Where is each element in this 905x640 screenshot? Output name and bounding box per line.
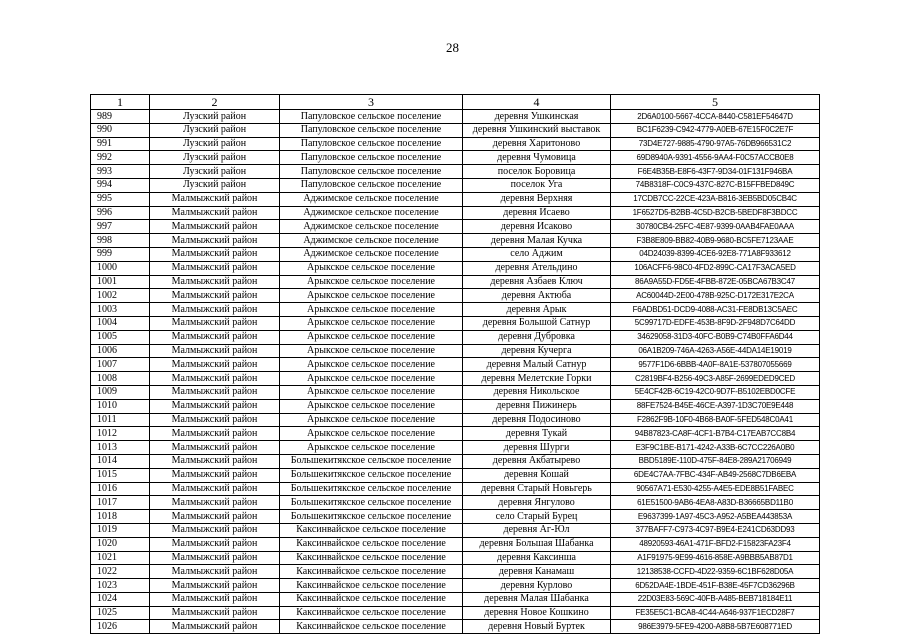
table-row xyxy=(91,537,820,551)
row-number-cell: 1002 xyxy=(91,289,150,303)
table-row xyxy=(91,344,820,358)
row-number-cell: 989 xyxy=(91,110,150,124)
guid-cell: A1F91975-9E99-4616-858E-A9BBB5AB87D1 xyxy=(611,551,820,565)
district-cell: Малмыжский район xyxy=(150,482,280,496)
settlement-cell: Каксинвайское сельское поселение xyxy=(280,606,463,620)
guid-cell: FE35E5C1-BCA8-4C44-A646-937F1ECD28F7 xyxy=(611,606,820,620)
row-number-cell: 991 xyxy=(91,137,150,151)
settlement-registry-table xyxy=(90,94,820,634)
header-cell: 2 xyxy=(150,95,280,110)
row-number-cell: 1018 xyxy=(91,510,150,524)
district-cell: Малмыжский район xyxy=(150,468,280,482)
settlement-cell: Каксинвайское сельское поселение xyxy=(280,565,463,579)
guid-cell: 69D8940A-9391-4556-9AA4-F0C57ACCB0E8 xyxy=(611,151,820,165)
table-row xyxy=(91,330,820,344)
district-cell: Малмыжский район xyxy=(150,537,280,551)
table-row xyxy=(91,427,820,441)
guid-cell: 48920593-46A1-471F-BFD2-F15823FA23F4 xyxy=(611,537,820,551)
guid-cell: 1F6527D5-B2BB-4C5D-B2CB-5BEDF8F3BDCC xyxy=(611,206,820,220)
guid-cell: 2D6A0100-5667-4CCA-8440-C581EF54647D xyxy=(611,110,820,124)
row-number-cell: 990 xyxy=(91,123,150,137)
row-number-cell: 997 xyxy=(91,220,150,234)
district-cell: Малмыжский район xyxy=(150,454,280,468)
settlement-cell: Аджимское сельское поселение xyxy=(280,247,463,261)
district-cell: Малмыжский район xyxy=(150,192,280,206)
guid-cell: 74B8318F-C0C9-437C-827C-B15FFBED849C xyxy=(611,178,820,192)
table-row xyxy=(91,247,820,261)
locality-cell: деревня Кошай xyxy=(463,468,611,482)
locality-cell: деревня Аг-Юл xyxy=(463,523,611,537)
guid-cell: 86A9A55D-FD5E-4FBB-872E-05BCA67B3C47 xyxy=(611,275,820,289)
settlement-cell: Большекитякское сельское поселение xyxy=(280,468,463,482)
table-row xyxy=(91,482,820,496)
locality-cell: деревня Большая Шабанка xyxy=(463,537,611,551)
row-number-cell: 1001 xyxy=(91,275,150,289)
locality-cell: деревня Никольское xyxy=(463,385,611,399)
table-row xyxy=(91,220,820,234)
district-cell: Малмыжский район xyxy=(150,330,280,344)
locality-cell: деревня Курлово xyxy=(463,579,611,593)
locality-cell: деревня Верхняя xyxy=(463,192,611,206)
guid-cell: 30780CB4-25FC-4E87-9399-0AAB4FAE0AAA xyxy=(611,220,820,234)
settlement-cell: Арыкское сельское поселение xyxy=(280,427,463,441)
settlement-cell: Папуловское сельское поселение xyxy=(280,151,463,165)
row-number-cell: 992 xyxy=(91,151,150,165)
row-number-cell: 1005 xyxy=(91,330,150,344)
locality-cell: деревня Старый Новьгерь xyxy=(463,482,611,496)
settlement-cell: Арыкское сельское поселение xyxy=(280,316,463,330)
row-number-cell: 1016 xyxy=(91,482,150,496)
locality-cell: деревня Исаево xyxy=(463,206,611,220)
table-row xyxy=(91,468,820,482)
guid-cell: 6DE4C7AA-7FBC-434F-AB49-2568C7DB6EBA xyxy=(611,468,820,482)
settlement-cell: Папуловское сельское поселение xyxy=(280,165,463,179)
table-row xyxy=(91,413,820,427)
district-cell: Малмыжский район xyxy=(150,496,280,510)
locality-cell: деревня Харитоново xyxy=(463,137,611,151)
guid-cell: F3B8E809-BB82-40B9-9680-BC5FE7123AAE xyxy=(611,234,820,248)
table-row xyxy=(91,151,820,165)
guid-cell: E3F9C1BE-B171-4242-A33B-6C7CC226A0B0 xyxy=(611,441,820,455)
settlement-cell: Большекитякское сельское поселение xyxy=(280,510,463,524)
header-cell: 3 xyxy=(280,95,463,110)
locality-cell: деревня Ушкинская xyxy=(463,110,611,124)
guid-cell: F6E4B35B-E8F6-43F7-9D34-01F131F946BA xyxy=(611,165,820,179)
guid-cell: 61E51500-9AB6-4EA8-A83D-B36665BD11B0 xyxy=(611,496,820,510)
locality-cell: деревня Акбатырево xyxy=(463,454,611,468)
locality-cell: деревня Арык xyxy=(463,303,611,317)
district-cell: Малмыжский район xyxy=(150,206,280,220)
locality-cell: поселок Боровица xyxy=(463,165,611,179)
table-row xyxy=(91,123,820,137)
settlement-cell: Аджимское сельское поселение xyxy=(280,220,463,234)
row-number-cell: 1004 xyxy=(91,316,150,330)
guid-cell: 9577F1D6-6BBB-4A0F-8A1E-537807055669 xyxy=(611,358,820,372)
settlement-cell: Арыкское сельское поселение xyxy=(280,330,463,344)
table-row xyxy=(91,289,820,303)
settlement-cell: Арыкское сельское поселение xyxy=(280,413,463,427)
guid-cell: 88FE7524-B45E-46CE-A397-1D3C70E9E448 xyxy=(611,399,820,413)
settlement-cell: Каксинвайское сельское поселение xyxy=(280,523,463,537)
settlement-cell: Папуловское сельское поселение xyxy=(280,137,463,151)
locality-cell: деревня Малая Кучка xyxy=(463,234,611,248)
row-number-cell: 1011 xyxy=(91,413,150,427)
locality-cell: деревня Исаково xyxy=(463,220,611,234)
table-row xyxy=(91,178,820,192)
guid-cell: 06A1B209-746A-4263-A56E-44DA14E19019 xyxy=(611,344,820,358)
district-cell: Лузский район xyxy=(150,123,280,137)
settlement-cell: Папуловское сельское поселение xyxy=(280,123,463,137)
header-cell: 1 xyxy=(91,95,150,110)
row-number-cell: 1015 xyxy=(91,468,150,482)
district-cell: Малмыжский район xyxy=(150,358,280,372)
row-number-cell: 1020 xyxy=(91,537,150,551)
table-row xyxy=(91,192,820,206)
locality-cell: деревня Актюба xyxy=(463,289,611,303)
locality-cell: деревня Новый Буртек xyxy=(463,620,611,634)
locality-cell: деревня Малая Шабанка xyxy=(463,592,611,606)
guid-cell: C2819BF4-B256-49C3-A85F-2699EDED9CED xyxy=(611,372,820,386)
table-row xyxy=(91,206,820,220)
district-cell: Малмыжский район xyxy=(150,399,280,413)
table-row xyxy=(91,441,820,455)
district-cell: Малмыжский район xyxy=(150,316,280,330)
district-cell: Лузский район xyxy=(150,137,280,151)
district-cell: Малмыжский район xyxy=(150,565,280,579)
table-row xyxy=(91,234,820,248)
settlement-cell: Арыкское сельское поселение xyxy=(280,399,463,413)
locality-cell: деревня Ушкинский выставок xyxy=(463,123,611,137)
row-number-cell: 994 xyxy=(91,178,150,192)
table-row xyxy=(91,606,820,620)
table-row xyxy=(91,358,820,372)
district-cell: Малмыжский район xyxy=(150,385,280,399)
district-cell: Малмыжский район xyxy=(150,344,280,358)
settlement-cell: Каксинвайское сельское поселение xyxy=(280,620,463,634)
district-cell: Малмыжский район xyxy=(150,592,280,606)
district-cell: Малмыжский район xyxy=(150,247,280,261)
row-number-cell: 1009 xyxy=(91,385,150,399)
district-cell: Малмыжский район xyxy=(150,289,280,303)
table-row xyxy=(91,165,820,179)
row-number-cell: 1017 xyxy=(91,496,150,510)
table-row xyxy=(91,275,820,289)
settlement-cell: Папуловское сельское поселение xyxy=(280,178,463,192)
row-number-cell: 998 xyxy=(91,234,150,248)
locality-cell: деревня Янгулово xyxy=(463,496,611,510)
locality-cell: деревня Подосиново xyxy=(463,413,611,427)
guid-cell: 5E4CF42B-6C19-42C0-9D7F-B5102EBD0CFE xyxy=(611,385,820,399)
locality-cell: деревня Канамаш xyxy=(463,565,611,579)
guid-cell: AC60044D-2E00-478B-925C-D172E317E2CA xyxy=(611,289,820,303)
district-cell: Малмыжский район xyxy=(150,427,280,441)
table-header-row xyxy=(91,95,820,110)
guid-cell: 106ACFF6-98C0-4FD2-899C-CA17F3ACA5ED xyxy=(611,261,820,275)
settlement-cell: Аджимское сельское поселение xyxy=(280,234,463,248)
settlement-cell: Арыкское сельское поселение xyxy=(280,441,463,455)
guid-cell: E9637399-1A97-45C3-A952-A5BEA443853A xyxy=(611,510,820,524)
locality-cell: деревня Тукай xyxy=(463,427,611,441)
district-cell: Малмыжский район xyxy=(150,620,280,634)
table-row xyxy=(91,496,820,510)
settlement-cell: Большекитякское сельское поселение xyxy=(280,496,463,510)
row-number-cell: 1006 xyxy=(91,344,150,358)
table-row xyxy=(91,385,820,399)
settlement-cell: Арыкское сельское поселение xyxy=(280,358,463,372)
guid-cell: 34629058-31D3-40FC-B0B9-C74B0FFA6D44 xyxy=(611,330,820,344)
settlement-cell: Арыкское сельское поселение xyxy=(280,344,463,358)
guid-cell: BBD5189E-110D-475F-84E8-289A21706949 xyxy=(611,454,820,468)
district-cell: Малмыжский район xyxy=(150,303,280,317)
locality-cell: село Старый Бурец xyxy=(463,510,611,524)
row-number-cell: 996 xyxy=(91,206,150,220)
guid-cell: 12138538-CCFD-4D22-9359-6C1BF628D05A xyxy=(611,565,820,579)
settlement-cell: Аджимское сельское поселение xyxy=(280,192,463,206)
settlement-cell: Арыкское сельское поселение xyxy=(280,303,463,317)
locality-cell: деревня Новое Кошкино xyxy=(463,606,611,620)
row-number-cell: 1025 xyxy=(91,606,150,620)
locality-cell: деревня Чумовица xyxy=(463,151,611,165)
district-cell: Малмыжский район xyxy=(150,234,280,248)
row-number-cell: 1019 xyxy=(91,523,150,537)
locality-cell: деревня Кучерга xyxy=(463,344,611,358)
table-row xyxy=(91,303,820,317)
guid-cell: 94B87823-CA8F-4CF1-B7B4-C17EAB7CC8B4 xyxy=(611,427,820,441)
district-cell: Малмыжский район xyxy=(150,606,280,620)
district-cell: Малмыжский район xyxy=(150,413,280,427)
locality-cell: поселок Уга xyxy=(463,178,611,192)
locality-cell: деревня Шурги xyxy=(463,441,611,455)
row-number-cell: 995 xyxy=(91,192,150,206)
settlement-cell: Арыкское сельское поселение xyxy=(280,385,463,399)
row-number-cell: 1014 xyxy=(91,454,150,468)
row-number-cell: 1021 xyxy=(91,551,150,565)
settlement-cell: Арыкское сельское поселение xyxy=(280,372,463,386)
header-cell: 4 xyxy=(463,95,611,110)
district-cell: Малмыжский район xyxy=(150,220,280,234)
locality-cell: деревня Малый Сатнур xyxy=(463,358,611,372)
table-row xyxy=(91,565,820,579)
row-number-cell: 1007 xyxy=(91,358,150,372)
row-number-cell: 1000 xyxy=(91,261,150,275)
guid-cell: 6D52DA4E-1BDE-451F-B38E-45F7CD36296B xyxy=(611,579,820,593)
settlement-cell: Аджимское сельское поселение xyxy=(280,206,463,220)
table-row xyxy=(91,316,820,330)
district-cell: Лузский район xyxy=(150,110,280,124)
guid-cell: 5C99717D-EDFE-453B-8F9D-2F948D7C64DD xyxy=(611,316,820,330)
settlement-cell: Большекитякское сельское поселение xyxy=(280,454,463,468)
district-cell: Малмыжский район xyxy=(150,441,280,455)
row-number-cell: 1008 xyxy=(91,372,150,386)
district-cell: Лузский район xyxy=(150,165,280,179)
table-row xyxy=(91,399,820,413)
district-cell: Малмыжский район xyxy=(150,579,280,593)
row-number-cell: 1026 xyxy=(91,620,150,634)
table-row xyxy=(91,510,820,524)
settlement-cell: Каксинвайское сельское поселение xyxy=(280,592,463,606)
table-row xyxy=(91,523,820,537)
guid-cell: 04D24039-8399-4CE6-92E8-771A8F933612 xyxy=(611,247,820,261)
district-cell: Малмыжский район xyxy=(150,261,280,275)
locality-cell: деревня Мелетские Горки xyxy=(463,372,611,386)
guid-cell: F2862F9B-10F0-4B68-BA0F-5FED548C0A41 xyxy=(611,413,820,427)
table-row xyxy=(91,454,820,468)
guid-cell: 22D03E83-569C-40FB-A485-BEB718184E11 xyxy=(611,592,820,606)
table-row xyxy=(91,592,820,606)
locality-cell: деревня Каксинша xyxy=(463,551,611,565)
district-cell: Малмыжский район xyxy=(150,372,280,386)
row-number-cell: 1023 xyxy=(91,579,150,593)
district-cell: Малмыжский район xyxy=(150,275,280,289)
table-row xyxy=(91,137,820,151)
row-number-cell: 999 xyxy=(91,247,150,261)
table-row xyxy=(91,372,820,386)
table-row xyxy=(91,551,820,565)
header-cell: 5 xyxy=(611,95,820,110)
guid-cell: 90567A71-E530-4255-A4E5-EDE8B51FABEC xyxy=(611,482,820,496)
district-cell: Лузский район xyxy=(150,151,280,165)
district-cell: Малмыжский район xyxy=(150,510,280,524)
table-row xyxy=(91,261,820,275)
row-number-cell: 1010 xyxy=(91,399,150,413)
page-number: 28 xyxy=(446,40,459,55)
table-row xyxy=(91,579,820,593)
district-cell: Малмыжский район xyxy=(150,551,280,565)
settlement-cell: Каксинвайское сельское поселение xyxy=(280,579,463,593)
settlement-cell: Арыкское сельское поселение xyxy=(280,289,463,303)
settlement-cell: Большекитякское сельское поселение xyxy=(280,482,463,496)
locality-cell: деревня Дубровка xyxy=(463,330,611,344)
row-number-cell: 1013 xyxy=(91,441,150,455)
row-number-cell: 1012 xyxy=(91,427,150,441)
settlement-cell: Каксинвайское сельское поселение xyxy=(280,537,463,551)
district-cell: Лузский район xyxy=(150,178,280,192)
row-number-cell: 1024 xyxy=(91,592,150,606)
guid-cell: 73D4E727-9885-4790-97A5-76DB966531C2 xyxy=(611,137,820,151)
guid-cell: BC1F6239-C942-4779-A0EB-67E15F0C2E7F xyxy=(611,123,820,137)
guid-cell: 17CDB7CC-22CE-423A-B816-3EB5BD05CB4C xyxy=(611,192,820,206)
settlement-cell: Папуловское сельское поселение xyxy=(280,110,463,124)
guid-cell: 377BAFF7-C973-4C97-B9E4-E241CD63DD93 xyxy=(611,523,820,537)
row-number-cell: 1022 xyxy=(91,565,150,579)
locality-cell: деревня Ательдино xyxy=(463,261,611,275)
district-cell: Малмыжский район xyxy=(150,523,280,537)
guid-cell: F6ADBD51-DCD9-4088-AC31-FE8DB13C5AEC xyxy=(611,303,820,317)
table-row xyxy=(91,110,820,124)
locality-cell: село Аджим xyxy=(463,247,611,261)
locality-cell: деревня Пижинерь xyxy=(463,399,611,413)
settlement-cell: Каксинвайское сельское поселение xyxy=(280,551,463,565)
table-row xyxy=(91,620,820,634)
locality-cell: деревня Большой Сатнур xyxy=(463,316,611,330)
row-number-cell: 993 xyxy=(91,165,150,179)
table-body xyxy=(91,95,820,634)
settlement-cell: Арыкское сельское поселение xyxy=(280,261,463,275)
settlement-cell: Арыкское сельское поселение xyxy=(280,275,463,289)
guid-cell: 986E3979-5FE9-4200-A8B8-5B7E608771ED xyxy=(611,620,820,634)
locality-cell: деревня Азбаев Ключ xyxy=(463,275,611,289)
row-number-cell: 1003 xyxy=(91,303,150,317)
